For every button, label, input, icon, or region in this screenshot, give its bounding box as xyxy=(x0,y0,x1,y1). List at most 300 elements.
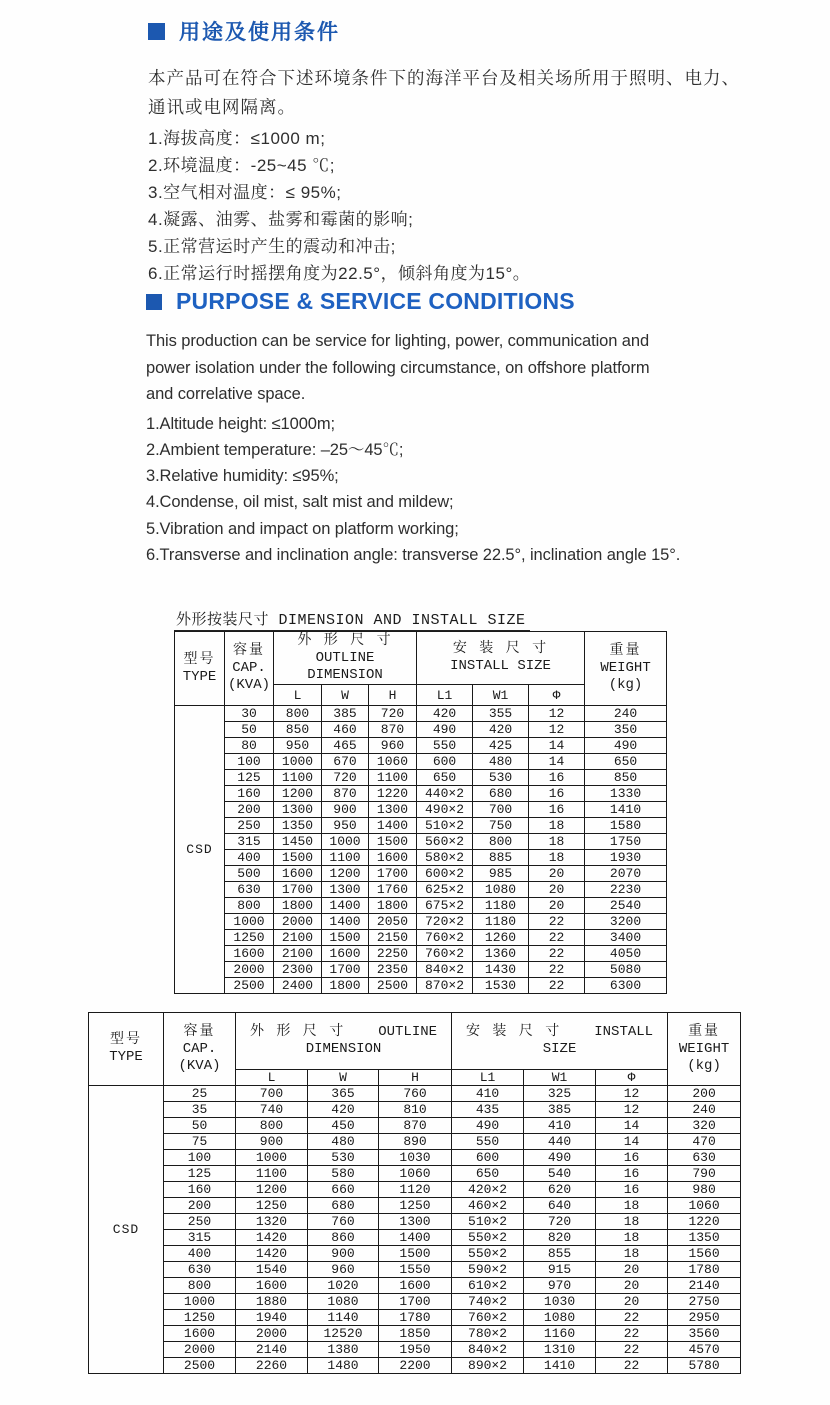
table-row xyxy=(89,1134,741,1150)
table-cell: 1060 xyxy=(369,754,417,770)
table-cell: 420×2 xyxy=(452,1182,524,1198)
table-cell: 1410 xyxy=(585,802,667,818)
sub-header: W1 xyxy=(524,1070,596,1086)
table-cell: 840×2 xyxy=(417,962,473,978)
table-row xyxy=(89,1102,741,1118)
table-row xyxy=(89,1342,741,1358)
table-cell: 1020 xyxy=(308,1278,379,1294)
table-cell: 530 xyxy=(308,1150,379,1166)
table2-header xyxy=(89,1013,741,1086)
table-cell: 870 xyxy=(369,722,417,738)
table-cell: 760×2 xyxy=(452,1310,524,1326)
table-cell: 1330 xyxy=(585,786,667,802)
table-cell: 1420 xyxy=(236,1230,308,1246)
table-row xyxy=(89,1166,741,1182)
table-cell: 1530 xyxy=(473,978,529,994)
dimension-table-2-wrap xyxy=(88,1012,740,1374)
table-cell: 440 xyxy=(524,1134,596,1150)
table-cell: 1350 xyxy=(668,1230,741,1246)
table-cell: 800 xyxy=(236,1118,308,1134)
table-cell: 4570 xyxy=(668,1342,741,1358)
table-cell: 200 xyxy=(668,1086,741,1102)
list-item: 1.海拔高度：≤1000 m; xyxy=(148,129,326,148)
table-cell: 3560 xyxy=(668,1326,741,1342)
table1-header xyxy=(175,632,667,706)
table-cell: 14 xyxy=(596,1118,668,1134)
table-cell: 2500 xyxy=(369,978,417,994)
col-header-capacity: 容量 CAP. (KVA) xyxy=(225,632,274,706)
list-item: 3.空气相对温度：≤ 95%; xyxy=(148,183,342,202)
table-cell: 2000 xyxy=(164,1342,236,1358)
table-cell: 890×2 xyxy=(452,1358,524,1374)
dimension-table-2 xyxy=(88,1012,741,1374)
table-cell: 840×2 xyxy=(452,1342,524,1358)
intro-line: 本产品可在符合下述环境条件下的海洋平台及相关场所用于照明、电力、 xyxy=(148,68,740,88)
table-cell: 2500 xyxy=(164,1358,236,1374)
table-row xyxy=(89,1214,741,1230)
table-cell: 560×2 xyxy=(417,834,473,850)
table-cell: 1320 xyxy=(236,1214,308,1230)
table-cell: 2050 xyxy=(369,914,417,930)
table-cell: 50 xyxy=(164,1118,236,1134)
table-cell: 870 xyxy=(322,786,369,802)
table-cell: 1100 xyxy=(274,770,322,786)
table-cell: 12 xyxy=(529,706,585,722)
table-cell: 580×2 xyxy=(417,850,473,866)
table-cell: 2400 xyxy=(274,978,322,994)
list-item: 5.Vibration and impact on platform working; xyxy=(146,519,459,538)
table-cell: 1250 xyxy=(379,1198,452,1214)
table-cell: 850 xyxy=(274,722,322,738)
table-cell: 970 xyxy=(524,1278,596,1294)
table-cell: 490×2 xyxy=(417,802,473,818)
table-cell: 18 xyxy=(596,1214,668,1230)
table-row xyxy=(89,1150,741,1166)
table-cell: 510×2 xyxy=(452,1214,524,1230)
section-title-cn: 用途及使用条件 xyxy=(179,21,340,44)
table-cell: 1030 xyxy=(524,1294,596,1310)
table-cell: 680 xyxy=(308,1198,379,1214)
section-heading-cn xyxy=(148,16,768,46)
table-cell: 790 xyxy=(668,1166,741,1182)
table-cell: 35 xyxy=(164,1102,236,1118)
table-cell: 1600 xyxy=(369,850,417,866)
table-cell: 1550 xyxy=(379,1262,452,1278)
table-cell: 1200 xyxy=(274,786,322,802)
table-cell: 1160 xyxy=(524,1326,596,1342)
table-cell: 250 xyxy=(164,1214,236,1230)
table1-title: 外形按装尺寸 DIMENSION AND INSTALL SIZE xyxy=(174,608,530,631)
table-cell: 2300 xyxy=(274,962,322,978)
table-cell: 30 xyxy=(225,706,274,722)
table-cell: 1950 xyxy=(379,1342,452,1358)
table-cell: 1800 xyxy=(274,898,322,914)
table-cell: 20 xyxy=(596,1278,668,1294)
table-cell: 22 xyxy=(529,962,585,978)
dimension-table-1-wrap xyxy=(174,608,666,994)
table-cell: 3400 xyxy=(585,930,667,946)
table-cell: 350 xyxy=(585,722,667,738)
table-cell: 1750 xyxy=(585,834,667,850)
table-cell: 18 xyxy=(596,1198,668,1214)
table-cell: 400 xyxy=(164,1246,236,1262)
table-cell: 200 xyxy=(225,802,274,818)
table-cell: 12 xyxy=(596,1102,668,1118)
table-cell: 1780 xyxy=(379,1310,452,1326)
table-cell: 5780 xyxy=(668,1358,741,1374)
table-cell: 2260 xyxy=(236,1358,308,1374)
table-cell: 720 xyxy=(524,1214,596,1230)
table-cell: 1200 xyxy=(236,1182,308,1198)
table-cell: 425 xyxy=(473,738,529,754)
table-cell: 250 xyxy=(225,818,274,834)
table-cell: 1700 xyxy=(369,866,417,882)
table-cell: 14 xyxy=(529,754,585,770)
table-cell: 1300 xyxy=(379,1214,452,1230)
table-cell: 18 xyxy=(596,1246,668,1262)
table-cell: 600×2 xyxy=(417,866,473,882)
table-cell: 410 xyxy=(452,1086,524,1102)
table-cell: 950 xyxy=(322,818,369,834)
table-cell: 460 xyxy=(322,722,369,738)
table-cell: 1600 xyxy=(379,1278,452,1294)
table-cell: 2070 xyxy=(585,866,667,882)
table-cell: 1800 xyxy=(322,978,369,994)
table-cell: 5080 xyxy=(585,962,667,978)
col-header-install: 安 装 尺 寸 INSTALL SIZE xyxy=(452,1013,668,1070)
sub-header: Φ xyxy=(596,1070,668,1086)
table-cell: 1000 xyxy=(274,754,322,770)
table-cell: 550 xyxy=(452,1134,524,1150)
table-cell: 1500 xyxy=(322,930,369,946)
table-cell: 720 xyxy=(369,706,417,722)
table-cell: 2540 xyxy=(585,898,667,914)
table-cell: 22 xyxy=(596,1342,668,1358)
table-row xyxy=(89,1310,741,1326)
table-cell: 1140 xyxy=(308,1310,379,1326)
sub-header: W1 xyxy=(473,685,529,706)
table-cell: 1450 xyxy=(274,834,322,850)
table-cell: 420 xyxy=(473,722,529,738)
table-cell: 2250 xyxy=(369,946,417,962)
table-cell: 460×2 xyxy=(452,1198,524,1214)
col-header-weight: 重量 WEIGHT (kg) xyxy=(585,632,667,706)
table-cell: 720 xyxy=(322,770,369,786)
table-cell: 900 xyxy=(322,802,369,818)
table-cell: 240 xyxy=(668,1102,741,1118)
table-cell: 1080 xyxy=(524,1310,596,1326)
table-cell: 1100 xyxy=(369,770,417,786)
table-cell: 16 xyxy=(596,1182,668,1198)
table-row xyxy=(175,834,667,850)
table-cell: 1200 xyxy=(322,866,369,882)
table-cell: 985 xyxy=(473,866,529,882)
table-cell: 1100 xyxy=(236,1166,308,1182)
table-cell: 2750 xyxy=(668,1294,741,1310)
table-cell: 870 xyxy=(379,1118,452,1134)
col-header-type: 型号 TYPE xyxy=(175,632,225,706)
table-cell: 550×2 xyxy=(452,1230,524,1246)
table-cell: 18 xyxy=(529,834,585,850)
table-cell: 1430 xyxy=(473,962,529,978)
intro-paragraph-en xyxy=(146,328,826,408)
table-cell: 700 xyxy=(236,1086,308,1102)
table-cell: 490 xyxy=(417,722,473,738)
table-cell: 1080 xyxy=(473,882,529,898)
table-cell: 1400 xyxy=(379,1230,452,1246)
table-cell: 1000 xyxy=(164,1294,236,1310)
table-cell: 960 xyxy=(308,1262,379,1278)
condition-list-en xyxy=(146,411,826,569)
table-cell: 14 xyxy=(529,738,585,754)
table-cell: 16 xyxy=(529,770,585,786)
table-row xyxy=(89,1118,741,1134)
table-cell: 1400 xyxy=(369,818,417,834)
table-cell: 1350 xyxy=(274,818,322,834)
table-cell: 610×2 xyxy=(452,1278,524,1294)
table-row xyxy=(175,850,667,866)
table-row xyxy=(89,1246,741,1262)
table-cell: 855 xyxy=(524,1246,596,1262)
table-row xyxy=(89,1294,741,1310)
table-cell: 1600 xyxy=(236,1278,308,1294)
table-cell: 1360 xyxy=(473,946,529,962)
table-cell: 20 xyxy=(529,898,585,914)
list-item: 1.Altitude height: ≤1000m; xyxy=(146,414,335,433)
col-header-outline: 外 形 尺 寸 OUTLINE DIMENSION xyxy=(236,1013,452,1070)
list-item: 6.正常运行时摇摆角度为22.5°，倾斜角度为15°。 xyxy=(148,264,531,283)
sub-header: L xyxy=(274,685,322,706)
table-cell: 1310 xyxy=(524,1342,596,1358)
table-row xyxy=(89,1262,741,1278)
table-cell: 625×2 xyxy=(417,882,473,898)
list-item: 2.Ambient temperature: –25～45℃; xyxy=(146,440,404,459)
table-cell: 960 xyxy=(369,738,417,754)
table-cell: 1250 xyxy=(236,1198,308,1214)
table-cell: 16 xyxy=(596,1150,668,1166)
table-cell: 630 xyxy=(164,1262,236,1278)
table-cell: 1030 xyxy=(379,1150,452,1166)
table-row xyxy=(89,1278,741,1294)
table-row xyxy=(175,786,667,802)
table-cell: 2200 xyxy=(379,1358,452,1374)
table-row xyxy=(175,882,667,898)
table-row xyxy=(175,914,667,930)
table-cell: 980 xyxy=(668,1182,741,1198)
section-heading-en xyxy=(146,288,826,315)
table-cell: 3200 xyxy=(585,914,667,930)
section-title-en: PURPOSE & SERVICE CONDITIONS xyxy=(176,288,575,314)
table-cell: 1600 xyxy=(322,946,369,962)
table-cell: 680 xyxy=(473,786,529,802)
square-bullet-icon xyxy=(148,23,165,40)
table-cell: 1500 xyxy=(274,850,322,866)
table-row xyxy=(175,818,667,834)
table-cell: 1880 xyxy=(236,1294,308,1310)
table-cell: 1540 xyxy=(236,1262,308,1278)
sub-header: W xyxy=(308,1070,379,1086)
sub-header: L1 xyxy=(452,1070,524,1086)
table-cell: 590×2 xyxy=(452,1262,524,1278)
table-cell: 80 xyxy=(225,738,274,754)
table-cell: 740 xyxy=(236,1102,308,1118)
table-cell: 2140 xyxy=(668,1278,741,1294)
table-cell: 160 xyxy=(225,786,274,802)
table-cell: 1060 xyxy=(668,1198,741,1214)
table-cell: 2000 xyxy=(225,962,274,978)
table-cell: 480 xyxy=(473,754,529,770)
table-cell: 18 xyxy=(529,818,585,834)
table-cell: 720×2 xyxy=(417,914,473,930)
table-cell: 1500 xyxy=(369,834,417,850)
sub-header: Φ xyxy=(529,685,585,706)
table-cell: 420 xyxy=(417,706,473,722)
table-cell: 440×2 xyxy=(417,786,473,802)
table-cell: 1000 xyxy=(225,914,274,930)
table-cell: 640 xyxy=(524,1198,596,1214)
table-cell: 800 xyxy=(225,898,274,914)
intro-line: This production can be service for lighting, power, communication and xyxy=(146,332,650,350)
square-bullet-icon xyxy=(146,294,162,310)
table-cell: 1700 xyxy=(274,882,322,898)
table-row xyxy=(175,962,667,978)
list-item: 4.Condense, oil mist, salt mist and mildew; xyxy=(146,493,454,512)
table-cell: 700 xyxy=(473,802,529,818)
table-cell: 75 xyxy=(164,1134,236,1150)
table-row xyxy=(175,754,667,770)
table-cell: 480 xyxy=(308,1134,379,1150)
table-cell: 630 xyxy=(225,882,274,898)
table-cell: 12 xyxy=(529,722,585,738)
table-cell: 1380 xyxy=(308,1342,379,1358)
table-cell: 1220 xyxy=(369,786,417,802)
table-cell: 20 xyxy=(529,866,585,882)
table-cell: 1300 xyxy=(369,802,417,818)
type-cell: CSD xyxy=(175,706,225,994)
intro-line: and correlative space. xyxy=(146,385,306,403)
table-cell: 435 xyxy=(452,1102,524,1118)
table-cell: 420 xyxy=(308,1102,379,1118)
table-cell: 400 xyxy=(225,850,274,866)
table-cell: 630 xyxy=(668,1150,741,1166)
table-cell: 1410 xyxy=(524,1358,596,1374)
table-cell: 620 xyxy=(524,1182,596,1198)
section-purpose-en xyxy=(146,288,826,568)
table-cell: 1480 xyxy=(308,1358,379,1374)
table-cell: 470 xyxy=(668,1134,741,1150)
table-cell: 780×2 xyxy=(452,1326,524,1342)
table-cell: 2000 xyxy=(236,1326,308,1342)
table-cell: 800 xyxy=(473,834,529,850)
table-cell: 1120 xyxy=(379,1182,452,1198)
sub-header: H xyxy=(369,685,417,706)
table-cell: 860 xyxy=(308,1230,379,1246)
table-cell: 510×2 xyxy=(417,818,473,834)
table-cell: 22 xyxy=(529,930,585,946)
section-purpose-cn xyxy=(148,16,768,287)
table-cell: 20 xyxy=(596,1294,668,1310)
table-cell: 385 xyxy=(322,706,369,722)
table-cell: 580 xyxy=(308,1166,379,1182)
table-cell: 1300 xyxy=(322,882,369,898)
table-cell: 1600 xyxy=(225,946,274,962)
table-cell: 760×2 xyxy=(417,930,473,946)
table-row xyxy=(89,1358,741,1374)
table-row xyxy=(175,866,667,882)
table-cell: 2150 xyxy=(369,930,417,946)
table-cell: 125 xyxy=(164,1166,236,1182)
table-cell: 2350 xyxy=(369,962,417,978)
table-cell: 18 xyxy=(529,850,585,866)
table-row xyxy=(175,738,667,754)
table-cell: 1700 xyxy=(379,1294,452,1310)
table-cell: 22 xyxy=(596,1326,668,1342)
table-cell: 650 xyxy=(452,1166,524,1182)
table-row xyxy=(89,1230,741,1246)
table-cell: 760×2 xyxy=(417,946,473,962)
col-header-type: 型号 TYPE xyxy=(89,1013,164,1086)
table-cell: 450 xyxy=(308,1118,379,1134)
type-cell: CSD xyxy=(89,1086,164,1374)
table-cell: 2500 xyxy=(225,978,274,994)
table-cell: 22 xyxy=(596,1358,668,1374)
table-cell: 2950 xyxy=(668,1310,741,1326)
table-row xyxy=(89,1326,741,1342)
table-cell: 14 xyxy=(596,1134,668,1150)
table-cell: 2140 xyxy=(236,1342,308,1358)
table-cell: 355 xyxy=(473,706,529,722)
table-cell: 22 xyxy=(529,914,585,930)
table-cell: 100 xyxy=(225,754,274,770)
table-cell: 600 xyxy=(452,1150,524,1166)
table-cell: 1300 xyxy=(274,802,322,818)
table-row xyxy=(175,770,667,786)
table-row xyxy=(175,722,667,738)
table-row xyxy=(175,802,667,818)
table-cell: 315 xyxy=(164,1230,236,1246)
table-cell: 500 xyxy=(225,866,274,882)
table-cell: 4050 xyxy=(585,946,667,962)
table-cell: 320 xyxy=(668,1118,741,1134)
table-cell: 1060 xyxy=(379,1166,452,1182)
table-cell: 410 xyxy=(524,1118,596,1134)
list-item: 3.Relative humidity: ≤95%; xyxy=(146,467,339,486)
table-cell: 16 xyxy=(529,786,585,802)
table-cell: 675×2 xyxy=(417,898,473,914)
table-cell: 100 xyxy=(164,1150,236,1166)
table-cell: 22 xyxy=(529,978,585,994)
table-cell: 1700 xyxy=(322,962,369,978)
table-cell: 800 xyxy=(164,1278,236,1294)
table-cell: 915 xyxy=(524,1262,596,1278)
table-cell: 870×2 xyxy=(417,978,473,994)
table-cell: 490 xyxy=(452,1118,524,1134)
table-row xyxy=(89,1198,741,1214)
table-cell: 1580 xyxy=(585,818,667,834)
table-cell: 1000 xyxy=(322,834,369,850)
table-cell: 885 xyxy=(473,850,529,866)
table-cell: 650 xyxy=(585,754,667,770)
sub-header: W xyxy=(322,685,369,706)
table-cell: 1500 xyxy=(379,1246,452,1262)
table-cell: 1780 xyxy=(668,1262,741,1278)
table-row xyxy=(175,898,667,914)
table-cell: 1940 xyxy=(236,1310,308,1326)
table-cell: 850 xyxy=(585,770,667,786)
table-cell: 1930 xyxy=(585,850,667,866)
table-cell: 365 xyxy=(308,1086,379,1102)
table-cell: 1850 xyxy=(379,1326,452,1342)
